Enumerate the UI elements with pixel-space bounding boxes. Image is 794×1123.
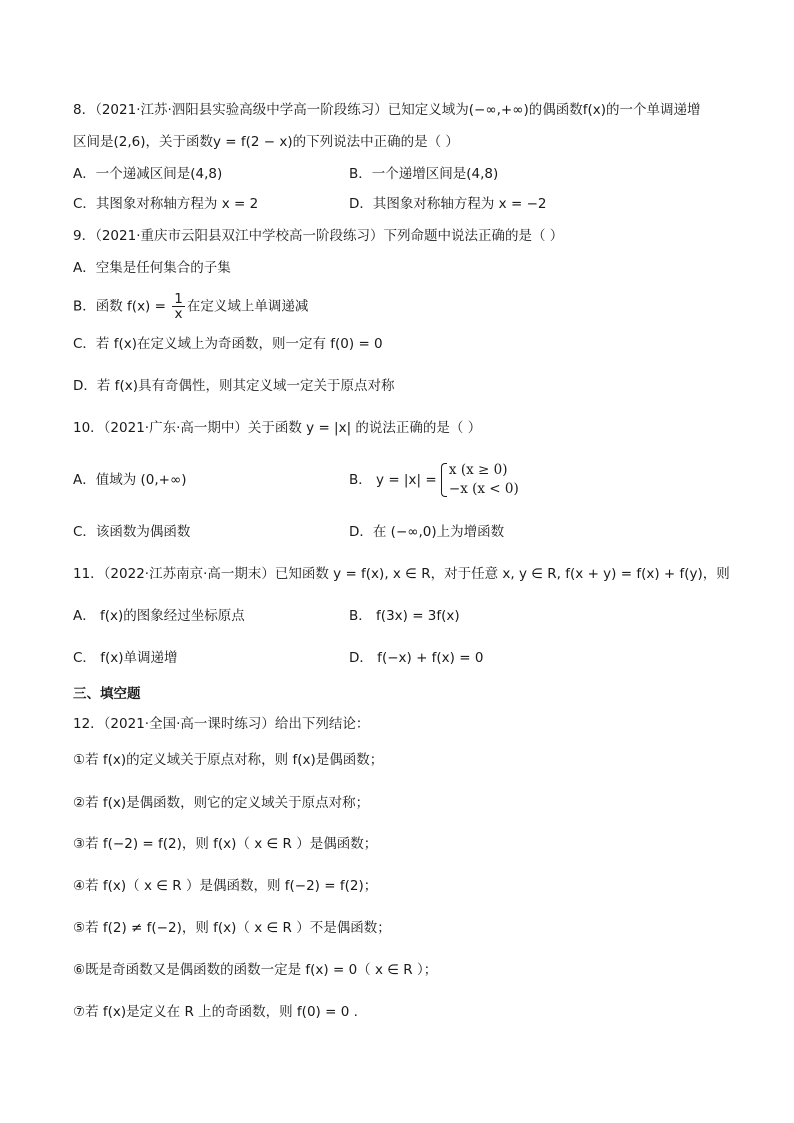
q10-option-a: A．值域为 (0,+∞) — [73, 472, 187, 488]
piecewise-case-1: x (x ≥ 0) — [448, 462, 508, 478]
q9-option-b-suffix: 在定义域上单调递减 — [186, 298, 309, 315]
q9-option-c: C．若 f(x)在定义域上为奇函数，则一定有 f(0) = 0 — [73, 336, 383, 352]
q8-stem-line2: 区间是(2,6)，关于函数y = f(2 − x)的下列说法中正确的是（ ） — [73, 134, 459, 150]
q8-stem-line1: 8．（2021·江苏·泗阳县实验高级中学高一阶段练习）已知定义域为(−∞,+∞)的偶函数f(x)的一个单调递增 — [73, 102, 701, 118]
q10-option-b-prefix: B． y = |x| = — [349, 472, 437, 488]
q9-option-b — [73, 292, 308, 321]
q9-stem: 9．（2021·重庆市云阳县双江中学校高一阶段练习）下列命题中说法正确的是（ ） — [73, 228, 564, 244]
q12-item-4: ④若 f(x)（ x ∈ R ）是偶函数，则 f(−2) = f(2)； — [73, 878, 378, 894]
piecewise-definition — [441, 461, 519, 499]
q8-option-a: A．一个递减区间是(4,8) — [73, 166, 223, 182]
q8-option-d: D．其图象对称轴方程为 x = −2 — [349, 196, 547, 212]
q9-option-d: D．若 f(x)具有奇偶性，则其定义域一定关于原点对称 — [73, 378, 395, 394]
q9-option-b-prefix: B．函数 f(x) = — [73, 298, 171, 315]
fraction-denominator: x — [174, 306, 183, 322]
q11-option-a: A． f(x)的图象经过坐标原点 — [73, 608, 245, 624]
curly-brace-shape — [441, 463, 447, 497]
q12-item-7: ⑦若 f(x)是定义在 R 上的奇函数，则 f(0) = 0 . — [73, 1004, 358, 1020]
q12-item-6: ⑥既是奇函数又是偶函数的函数一定是 f(x) = 0（ x ∈ R ）； — [73, 962, 438, 978]
q11-option-b: B． f(3x) = 3f(x) — [349, 608, 460, 624]
q11-stem: 11．（2022·江苏南京·高一期末）已知函数 y = f(x), x ∈ R，对于任意 x, y ∈ R, f(x + y) = f(x) + f(y)，则 — [73, 566, 730, 582]
section-heading-fill-in: 三、填空题 — [73, 686, 141, 702]
q12-item-2: ②若 f(x)是偶函数，则它的定义域关于原点对称； — [73, 795, 370, 811]
q10-option-b — [349, 456, 519, 504]
fraction-numerator: 1 — [174, 291, 183, 307]
q8-option-b: B．一个递增区间是(4,8) — [349, 166, 499, 182]
q10-stem: 10．（2021·广东·高一期中）关于函数 y = |x| 的说法正确的是（ ） — [73, 420, 482, 436]
q10-option-c: C．该函数为偶函数 — [73, 524, 191, 540]
q12-item-3: ③若 f(−2) = f(2)，则 f(x)（ x ∈ R ）是偶函数； — [73, 836, 378, 852]
q11-option-d: D． f(−x) + f(x) = 0 — [349, 650, 484, 666]
q12-item-5: ⑤若 f(2) ≠ f(−2)，则 f(x)（ x ∈ R ）不是偶函数； — [73, 920, 391, 936]
q12-item-1: ①若 f(x)的定义域关于原点对称，则 f(x)是偶函数； — [73, 752, 384, 768]
piecewise-case-2: −x (x < 0) — [448, 481, 519, 497]
q10-option-d: D．在 (−∞,0)上为增函数 — [349, 524, 505, 540]
q12-stem: 12．（2021·全国·高一课时练习）给出下列结论： — [73, 716, 370, 732]
q8-option-c: C．其图象对称轴方程为 x = 2 — [73, 196, 259, 212]
q11-option-c: C． f(x)单调递增 — [73, 650, 178, 666]
q9-option-a: A．空集是任何集合的子集 — [73, 260, 231, 276]
q9-option-b-fraction — [172, 292, 185, 321]
